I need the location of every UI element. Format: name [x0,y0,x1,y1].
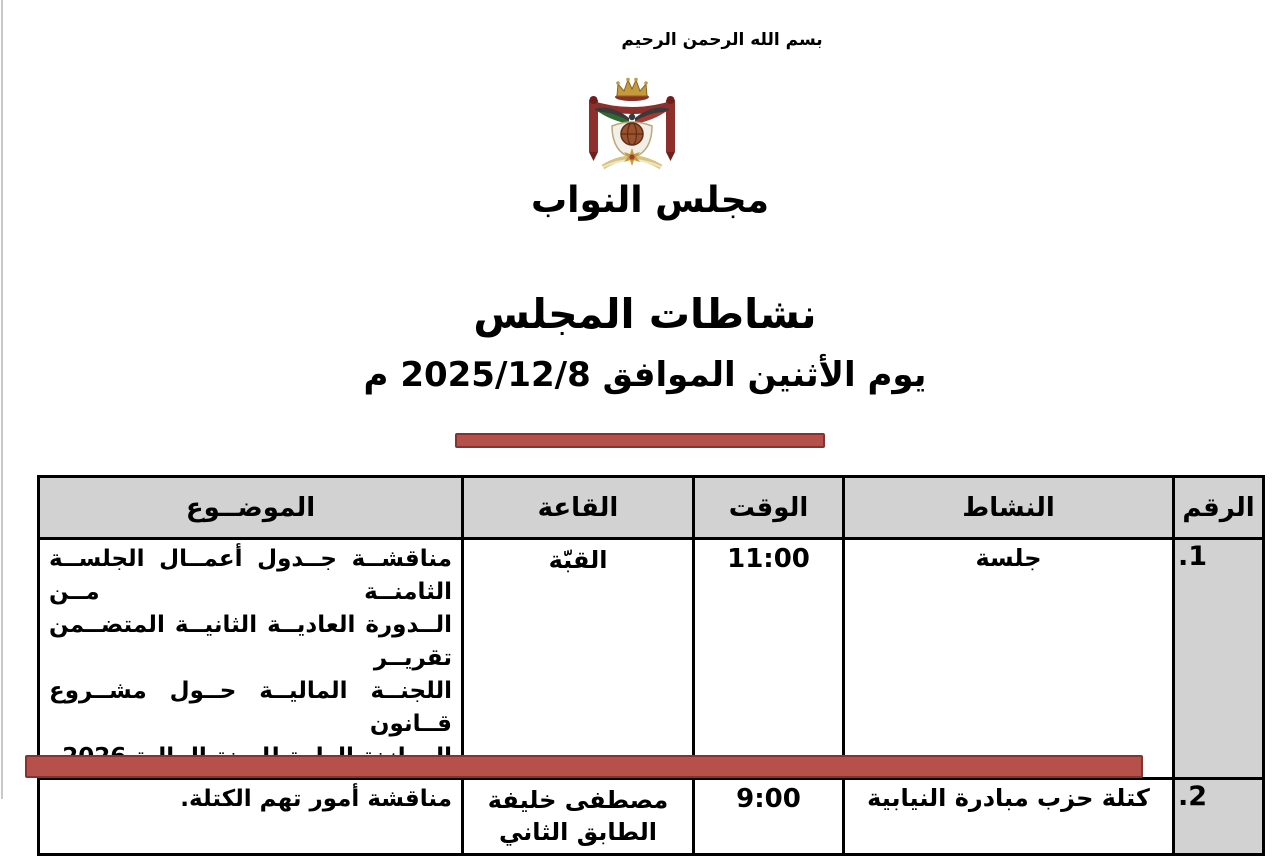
hall-line: القبّة [548,546,608,574]
row1-subject-cell [39,539,463,779]
jordan-coat-of-arms-icon [577,76,687,176]
row1-activity-cell: جلسة [844,539,1174,779]
top-accent-bar [455,433,825,448]
hall-line: الطابق الثاني [499,818,657,846]
header-subject: الموضــوع [39,477,463,539]
table-header-row [39,477,1264,539]
page-edge-line [1,0,3,799]
table-row [39,779,1264,855]
date-line: يوم الأثنين الموافق 2025/12/8 م [363,355,927,395]
bottom-accent-bar [25,755,1143,778]
header-time: الوقت [694,477,844,539]
row2-number-cell: .2 [1174,779,1264,855]
header-hall: القاعة [463,477,694,539]
row1-hall-cell [463,539,694,779]
row2-hall-cell [463,779,694,855]
page-title: نشاطات المجلس [473,290,817,338]
subject-line: الــدورة العاديــة الثانيــة المتضــمن تقريــر [49,612,452,671]
header-number: الرقم [1174,477,1264,539]
subject-line: اللجنــة الماليــة حــول مشــروع قــانون [49,678,452,737]
parliament-calligraphy: مجلس النواب [531,180,769,221]
activities-table [37,475,1265,856]
table-row [39,539,1264,779]
row2-time-cell: 9:00 [694,779,844,855]
hall-line: مصطفى خليفة [487,786,669,814]
row2-subject-cell [39,779,463,855]
row1-number-cell: .1 [1174,539,1264,779]
row1-time-cell: 11:00 [694,539,844,779]
bismillah-text: بسم الله الرحمن الرحيم [621,30,823,50]
row2-activity-cell: كتلة حزب مبادرة النيابية [844,779,1174,855]
subject-line: مناقشة أمور تهم الكتلة. [180,786,452,812]
subject-line: مناقشــة جــدول أعمــال الجلســة الثامنــة مــن [49,546,452,605]
header-activity: النشاط [844,477,1174,539]
